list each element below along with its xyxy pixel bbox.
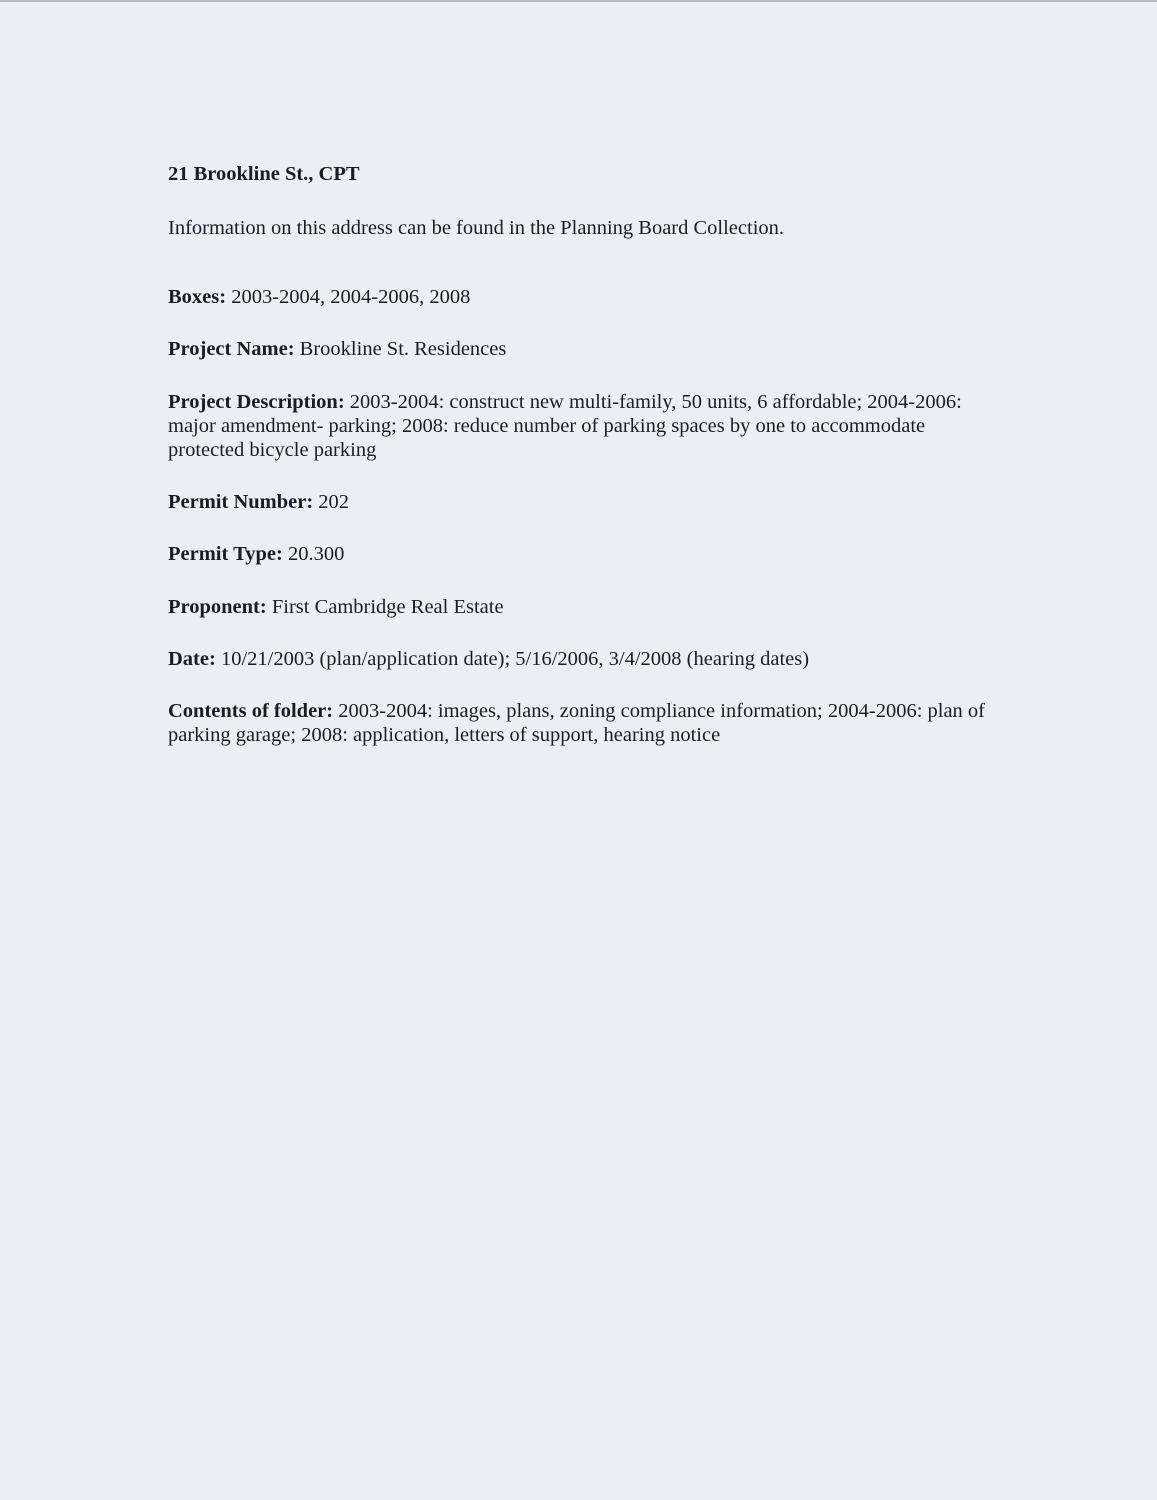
document-title: 21 Brookline St., CPT bbox=[168, 163, 360, 185]
field-project-name-value: Brookline St. Residences bbox=[294, 338, 507, 360]
field-date-label: Date: bbox=[168, 648, 216, 670]
field-boxes bbox=[168, 285, 998, 309]
field-proponent bbox=[168, 595, 998, 619]
field-project-description bbox=[168, 390, 998, 462]
field-boxes-label: Boxes: bbox=[168, 286, 227, 308]
field-proponent-value: First Cambridge Real Estate bbox=[266, 596, 504, 618]
field-project-name bbox=[168, 337, 998, 361]
field-contents-of-folder-value: 2003-2004: images, plans, zoning compliance information; 2004-2006: plan of parking garage; 2008: application, letters of support, hearing notice bbox=[168, 700, 986, 746]
field-permit-type-label: Permit Type: bbox=[168, 543, 283, 565]
field-contents-of-folder bbox=[168, 699, 998, 747]
field-boxes-value: 2003-2004, 2004-2006, 2008 bbox=[226, 286, 471, 308]
field-permit-number bbox=[168, 490, 998, 514]
intro-text: Information on this address can be found in the Planning Board Collection. bbox=[168, 217, 785, 239]
field-project-name-label: Project Name: bbox=[168, 338, 295, 360]
field-permit-number-value: 202 bbox=[313, 491, 350, 513]
field-project-description-label: Project Description: bbox=[168, 391, 345, 413]
field-proponent-label: Proponent: bbox=[168, 596, 267, 618]
field-date bbox=[168, 647, 998, 671]
document-body bbox=[168, 162, 998, 747]
field-permit-number-label: Permit Number: bbox=[168, 491, 314, 513]
field-contents-of-folder-label: Contents of folder: bbox=[168, 700, 334, 722]
field-date-value: 10/21/2003 (plan/application date); 5/16/2006, 3/4/2008 (hearing dates) bbox=[215, 648, 810, 670]
field-project-description-value: 2003-2004: construct new multi-family, 50 units, 6 affordable; 2004-2006: major amendment- parking; 2008: reduce number of parking spaces by one to accommodate protected bicycle parking bbox=[168, 391, 962, 461]
field-permit-type bbox=[168, 542, 998, 566]
field-permit-type-value: 20.300 bbox=[282, 543, 345, 565]
